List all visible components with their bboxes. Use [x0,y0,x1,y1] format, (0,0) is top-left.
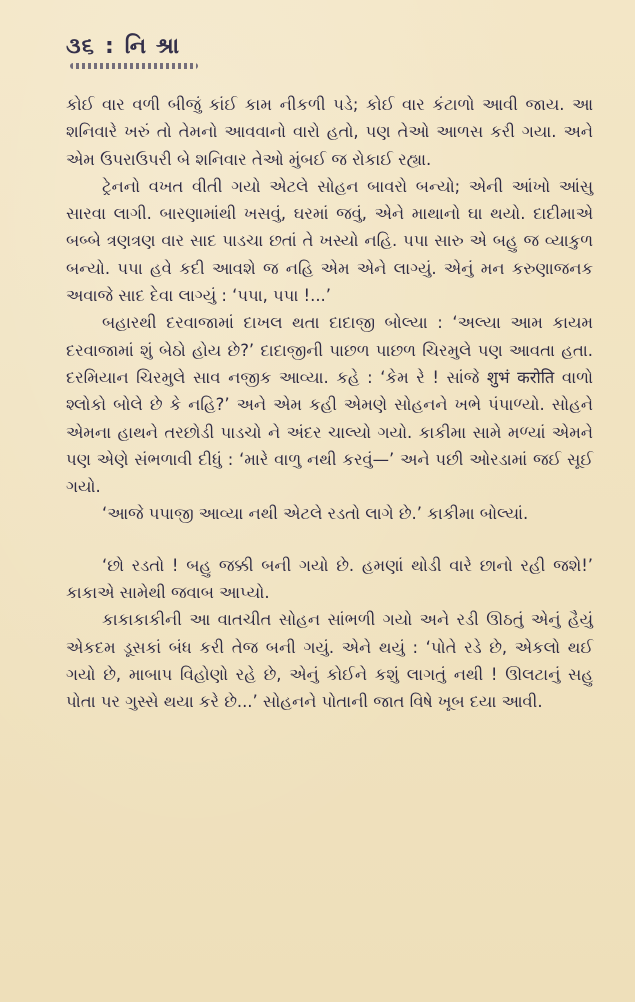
header-separator: : [104,34,115,59]
header-wavy-rule [70,63,198,69]
paragraph: કાકાકાકીની આ વાતચીત સોહન સાંભળી ગયો અને રડી ઊઠતું એનું હૈયું એકદમ ડૂસકાં બંધ કરી તેજ બની ગયું. એને થયું : ‘પોતે રડે છે, એકલો થઈ ગયો છે, માબાપ વિહોણો રહે છે, એનું કોઈને કશું લાગતું નથી ! ઊલટાનું સહુ પોતા પર ગુસ્સે થયા કરે છે...’ સોહનને પોતાની જાત વિષે ખૂબ દયા આવી. [66,610,593,712]
paragraph: બહારથી દરવાજામાં દાખલ થતા દાદાજી બોલ્યા : ‘અલ્યા આમ કાયમ દરવાજામાં શું બેઠો હોય છે?’ દાદાજીની પાછળ પાછળ ચિરમુલે પણ આવતા હતા. દરમિયાન ચિરમુલે સાવ નજીક આવ્યા. કહે : ‘કેમ રે ! સાંજે शुभं करोति વાળો શ્લોકો બોલે છે કે નહિ?’ અને એમ કહી એમણે સોહનને ખભે પંપાળ્યો. સોહને એમના હાથને તરછોડી પાડચો ને અંદર ચાલ્યો ગયો. કાકીમા સામે મળ્યાં એમને પણ એણે સંભળાવી દીધું : ‘મારે વાળુ નથી કરવું—’ અને પછી ઓરડામાં જઈ સૂઈ ગયો. [66,313,593,497]
paragraph: ‘છો રડતો ! બહુ જક્કી બની ગયો છે. હમણાં થોડી વારે છાનો રહી જશે!’ કાકાએ સામેથી જવાબ આપ્યો. [66,555,593,603]
page-number: ૩૬ [66,34,95,59]
paragraph: કોઈ વાર વળી બીજું કાંઈ કામ નીકળી પડે; કોઈ વાર કંટાળો આવી જાય. આ શનિવારે ખરું તો તેમનો આવવાનો વારો હતો, પણ તેઓ આળસ કરી ગયા. અને એમ ઉપરાઉપરી બે શનિવાર તેઓ મુંબઈ જ રોકાઈ રહ્યા. [66,95,593,169]
running-title: નિ શ્રા [124,34,181,59]
paragraph: ટ્રેનનો વખત વીતી ગયો એટલે સોહન બાવરો બન્યો; એની આંખો આંસુ સારવા લાગી. બારણામાંથી ખસવું, ઘરમાં જવું, એને માથાનો ઘા થયો. દાદીમાએ બબ્બે ત્રણત્રણ વાર સાદ પાડચા છતાં તે ખસ્યો નહિ. પપા સારુ એ બહુ જ વ્યાકુળ બન્યો. પપા હવે કદી આવશે જ નહિ એમ એને લાગ્યું. એનું મન કરુણાજનક અવાજે સાદ દેવા લાગ્યું : ‘પપા, પપા !...’ [66,176,593,306]
paragraph: ‘આજે પપાજી આવ્યા નથી એટલે રડતો લાગે છે.’ કાકીમા બોલ્યાં. [102,504,529,524]
page-header [66,34,593,59]
